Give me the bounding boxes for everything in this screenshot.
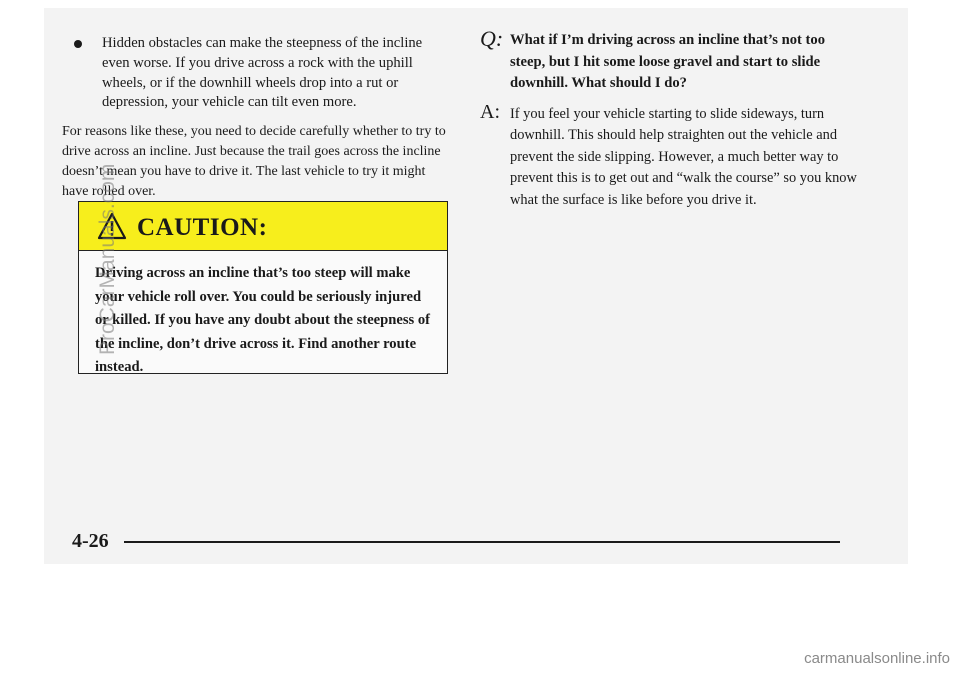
footer-rule	[124, 541, 840, 543]
answer-block	[480, 100, 860, 212]
bullet-icon	[74, 40, 82, 48]
bullet-item	[62, 34, 452, 113]
answer-mark-label: A:	[480, 100, 500, 123]
caution-title: CAUTION:	[137, 214, 268, 241]
caution-header	[79, 202, 447, 251]
left-column	[62, 34, 452, 201]
right-column	[480, 26, 860, 211]
body-paragraph: For reasons like these, you need to decide carefully whether to try to drive across an incline. Just because the trail goes across the incline doesn’t mean you have to drive it. The last vehicle to try it might have rolled over.	[62, 124, 446, 199]
bullet-text: Hidden obstacles can make the steepness of the incline even worse. If you drive across a rock with the uphill wheels, or if the downhill wheels drop into a rut or depression, your vehicle can tilt even more.	[102, 35, 423, 111]
answer-text: If you feel your vehicle starting to slide sideways, turn downhill. This should help straighten out the vehicle and prevent the side slipping. However, a much better way to prevent this is to get out and “walk the course” so you know what the surface is like before you drive it.	[510, 105, 857, 208]
question-mark-label: Q:	[480, 26, 504, 51]
caution-text: Driving across an incline that’s too steep will make your vehicle roll over. You could be seriously injured or killed. If you have any doubt about the steepness of the incline, don’t drive across it. Find another route instead.	[95, 265, 431, 375]
caution-box	[78, 201, 448, 374]
page-number: 4-26	[72, 530, 109, 552]
question-block	[480, 26, 860, 95]
site-footer-text: carmanualsonline.info	[804, 650, 950, 667]
question-text: What if I’m driving across an incline that’s not too steep, but I hit some loose gravel and start to slide downhill. What should I do?	[510, 32, 825, 91]
watermark-text: ProCarManuals.com	[96, 163, 119, 355]
